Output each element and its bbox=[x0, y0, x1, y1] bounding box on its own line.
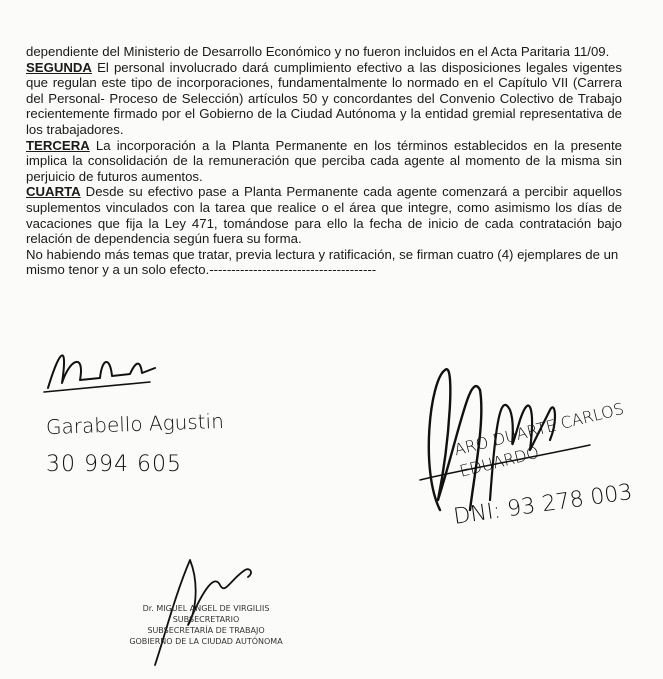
paragraph-closing bbox=[26, 247, 622, 278]
paragraph-text: La incorporación a la Planta Permanente en los términos establecidos en la presente implica la consolidación de la remuneración que perciba cada agente al momento de la misma sin perjuicio de futuros aumentos. bbox=[26, 137, 622, 184]
stamp-line-government: GOBIERNO DE LA CIUDAD AUTÓNOMA bbox=[129, 637, 283, 646]
left-signer-name: Garabello Agustin bbox=[45, 408, 225, 440]
paragraph-cuarta bbox=[26, 184, 622, 246]
left-signer-dni: 30 994 605 bbox=[46, 452, 182, 477]
paragraph-text: dependiente del Ministerio de Desarrollo Económico y no fueron incluidos en el Acta Paritaria 11/09. bbox=[26, 44, 610, 59]
clause-heading: CUARTA bbox=[26, 184, 81, 200]
right-signer-dni: DNI: 93 278 003 bbox=[452, 479, 634, 530]
paragraph-segunda bbox=[26, 60, 622, 138]
clause-heading: TERCERA bbox=[26, 137, 90, 153]
stamp-line-office: SUBSECRETARÍA DE TRABAJO bbox=[147, 626, 265, 635]
document-body bbox=[26, 44, 622, 278]
paragraph-text: Desde su efectivo pase a Planta Permanente cada agente comenzará a percibir aquellos suplementos vinculados con la tarea que realice o el área que integre, como asimismo los días de vacaciones que fija la Ley 471, tomándose para ello la fecha de inicio de cada contratación bajo relación de dependencia según fuera su forma. bbox=[26, 184, 622, 247]
stamp-line-name: Dr. MIGUEL ANGEL DE VIRGILIIS bbox=[142, 604, 270, 613]
official-stamp bbox=[126, 603, 286, 647]
paragraph-text: El personal involucrado dará cumplimiento efectivo a las disposiciones legales vigentes que regulan este tipo de incorporaciones, fundamentalmente lo normado en el Capítulo VII (Carrera del Personal- Proceso de Selección) artículos 50 y concordantes del Convenio Colectivo de Trabajo recientemente firmado por el Gobierno de la Ciudad Autónoma y la entidad gremial representativa de los trabajadores. bbox=[26, 59, 622, 137]
clause-heading: SEGUNDA bbox=[26, 59, 92, 75]
paragraph-text: No habiendo más temas que tratar, previa lectura y ratificación, se firman cuatro (4) ejemplares de un mismo tenor y a un solo efecto.-------------------------------------- bbox=[26, 246, 619, 278]
right-signer-name: ARO DUARTE CARLOS EDUARDO bbox=[452, 398, 626, 481]
paragraph-tercera bbox=[26, 138, 622, 185]
left-signature-scribble bbox=[40, 338, 160, 398]
stamp-line-title: SUBSECRETARIO bbox=[172, 615, 240, 624]
paragraph-continuation bbox=[26, 44, 622, 60]
